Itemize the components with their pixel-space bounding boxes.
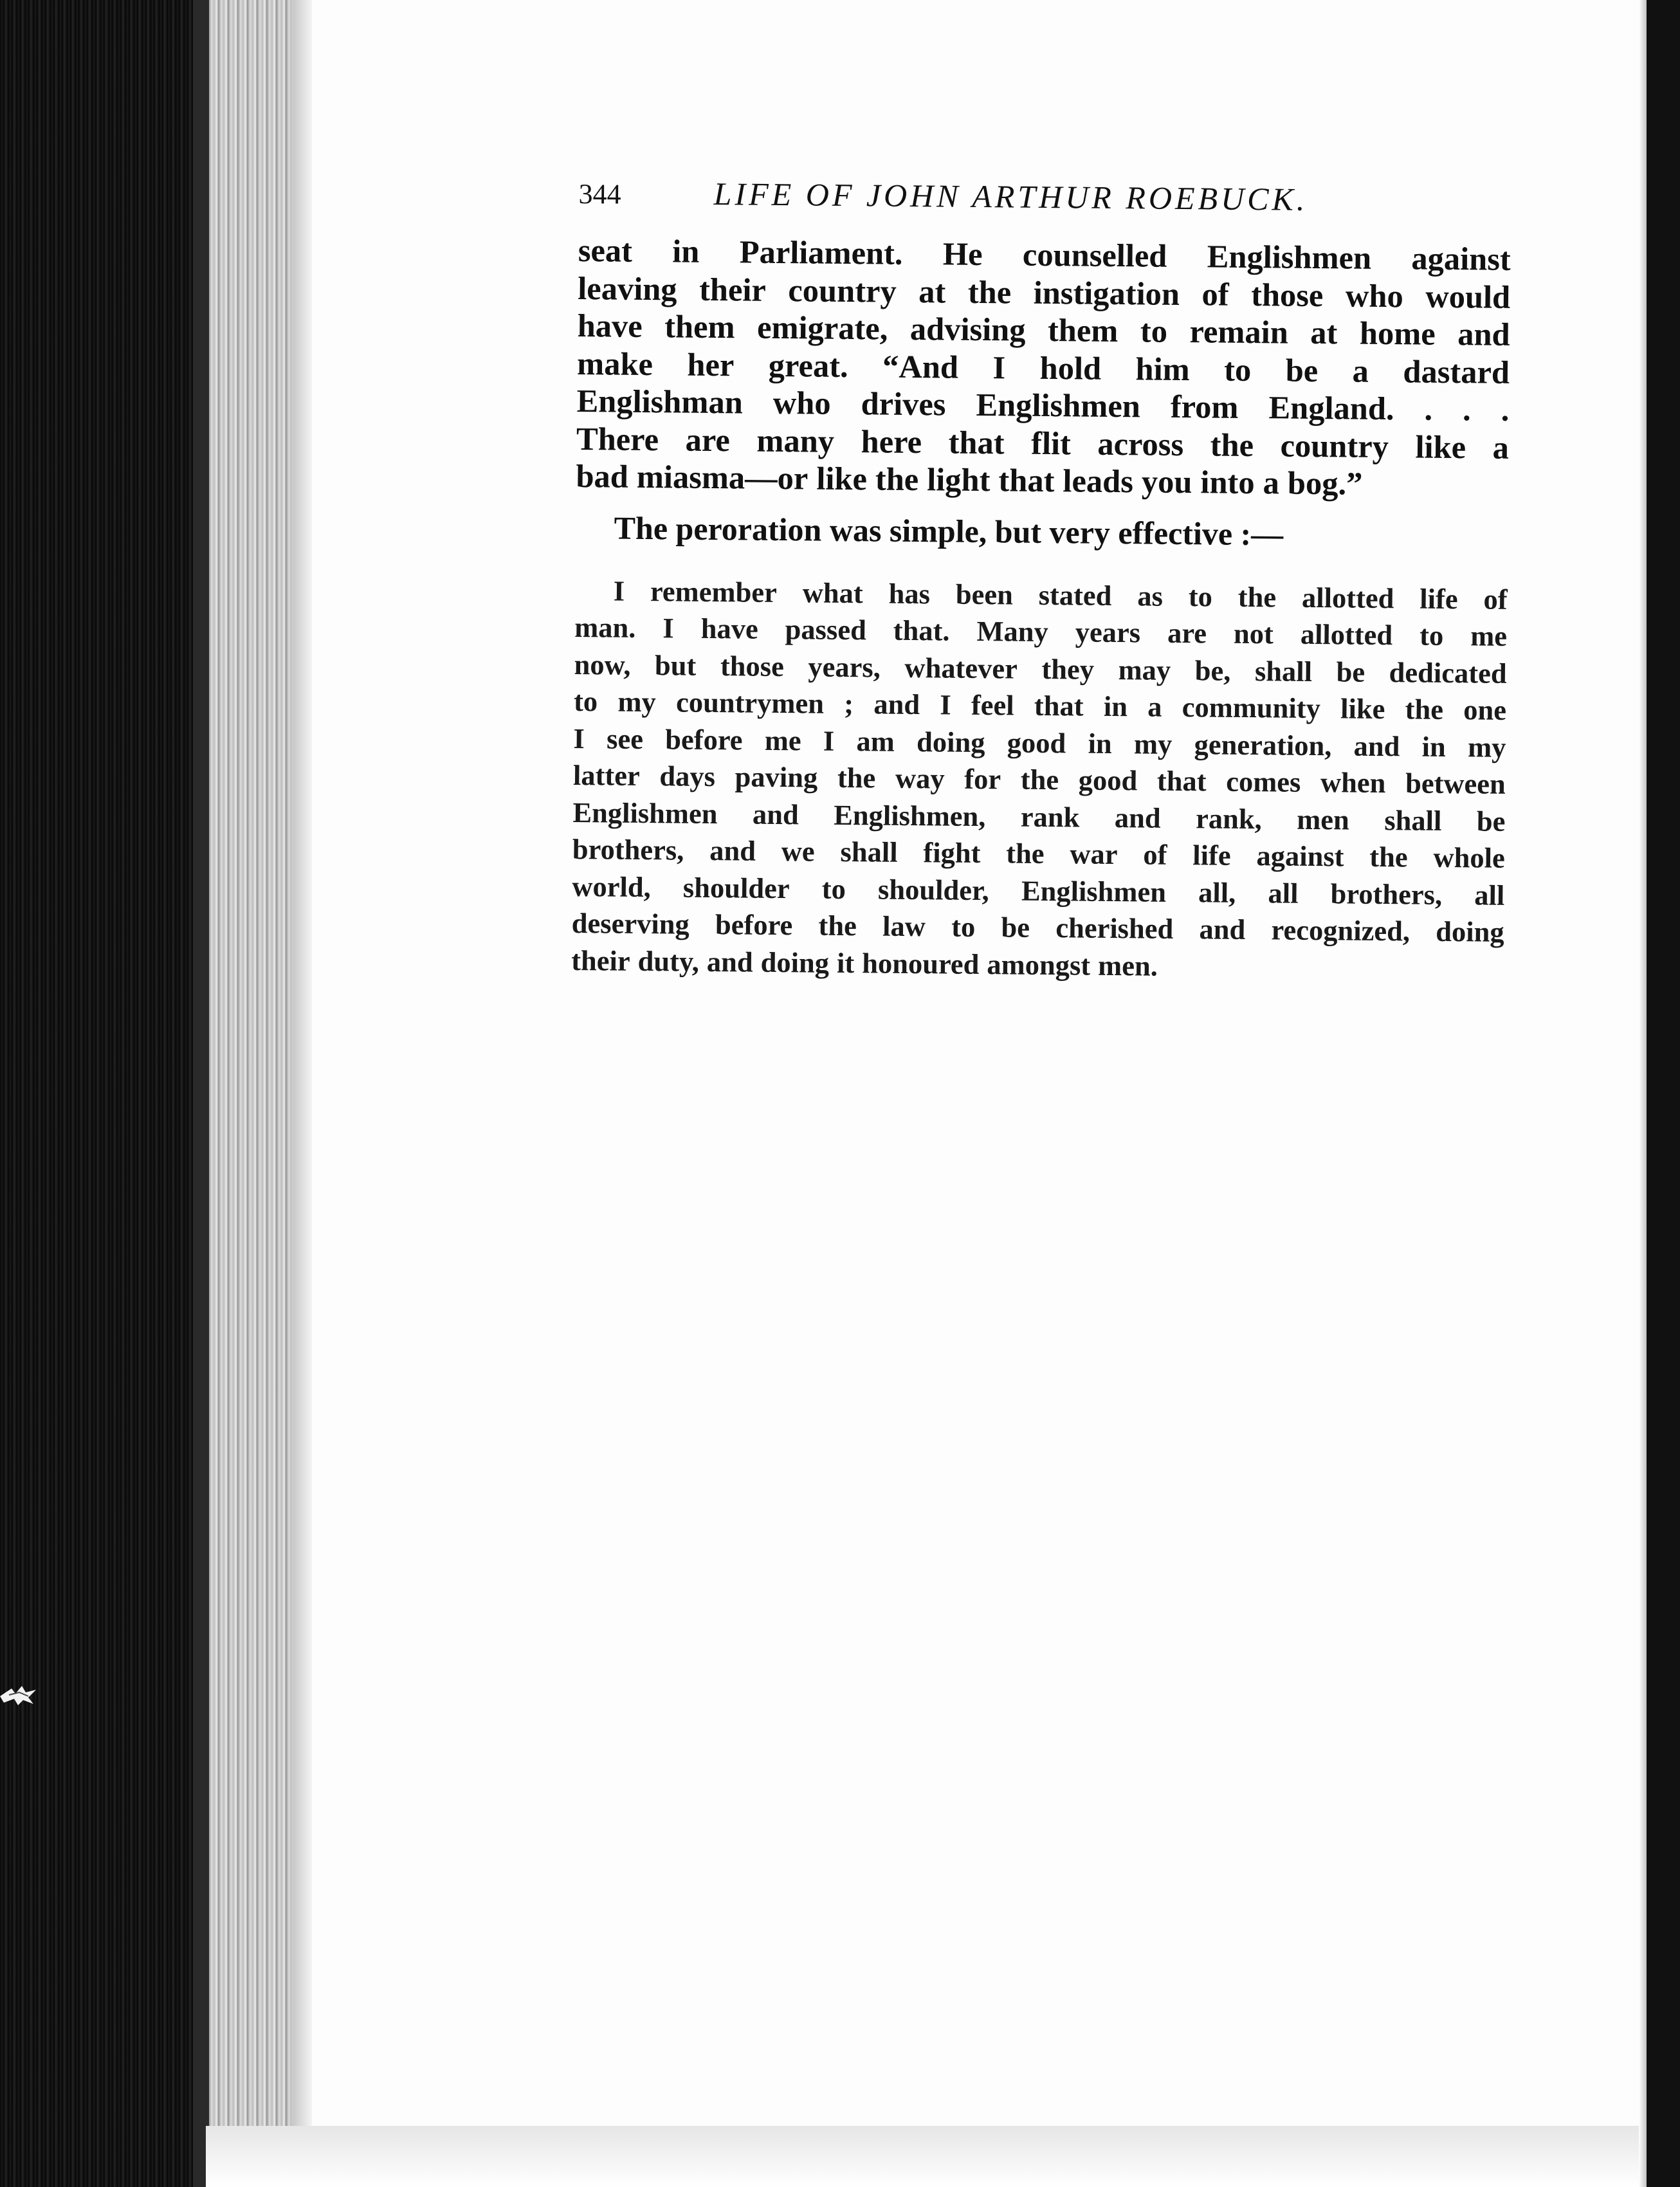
book-spine	[0, 0, 206, 2187]
main-paragraph-line: make her great. “And I hold him to be a dastard	[576, 345, 1510, 390]
page-edges	[209, 0, 296, 2187]
quote-line: brothers, and we shall fight the war of life against the whole	[572, 832, 1505, 874]
main-paragraph-line: have them emigrate, advising them to remain at home and	[577, 307, 1510, 352]
page-gutter	[293, 0, 312, 2187]
quote-line: now, but those years, whatever they may be, shall be dedicated	[574, 648, 1507, 690]
quote-line: to my countrymen ; and I feel that in a community like the one	[573, 684, 1507, 726]
quote-line: world, shoulder to shoulder, Englishmen all, all brothers, all	[572, 870, 1505, 911]
page-text-block	[571, 174, 1511, 988]
running-head	[578, 174, 1511, 241]
specimen-mark-icon	[0, 1682, 39, 1708]
page-bottom-shadow	[206, 2126, 1666, 2187]
main-paragraph-line: bad miasma—or like the light that leads you into a bog.”	[576, 457, 1363, 502]
quote-line: their duty, and doing it honoured amongst men.	[571, 944, 1158, 982]
main-paragraph-line: There are many here that flit across the country like a	[576, 420, 1510, 466]
quote-line: deserving before the law to be cherished and recognized, doing	[571, 906, 1504, 948]
main-paragraph-line: leaving their country at the instigation of those who would	[578, 270, 1511, 315]
page-number: 344	[578, 178, 621, 210]
quote-line: Englishmen and Englishmen, rank and rank, men shall be	[572, 796, 1506, 837]
main-paragraph-line: Englishman who drives Englishmen from England. . . .	[576, 382, 1510, 428]
main-paragraph	[576, 232, 1511, 504]
facing-page-edge	[1647, 0, 1680, 2187]
quote-line: latter days paving the way for the good that comes when between	[572, 758, 1506, 800]
block-quote	[571, 572, 1508, 987]
quote-line: man. I have passed that. Many years are not allotted to me	[574, 610, 1508, 652]
running-head-title: LIFE OF JOHN ARTHUR ROEBUCK.	[713, 176, 1308, 217]
quote-line: I see before me I am doing good in my generation, and in my	[573, 722, 1506, 764]
main-paragraph-line: seat in Parliament. He counselled Englishmen against	[578, 232, 1511, 277]
intro-line: The peroration was simple, but very effective :—	[614, 509, 1284, 553]
quote-line: I remember what has been stated as to the allotted life of	[613, 574, 1508, 616]
